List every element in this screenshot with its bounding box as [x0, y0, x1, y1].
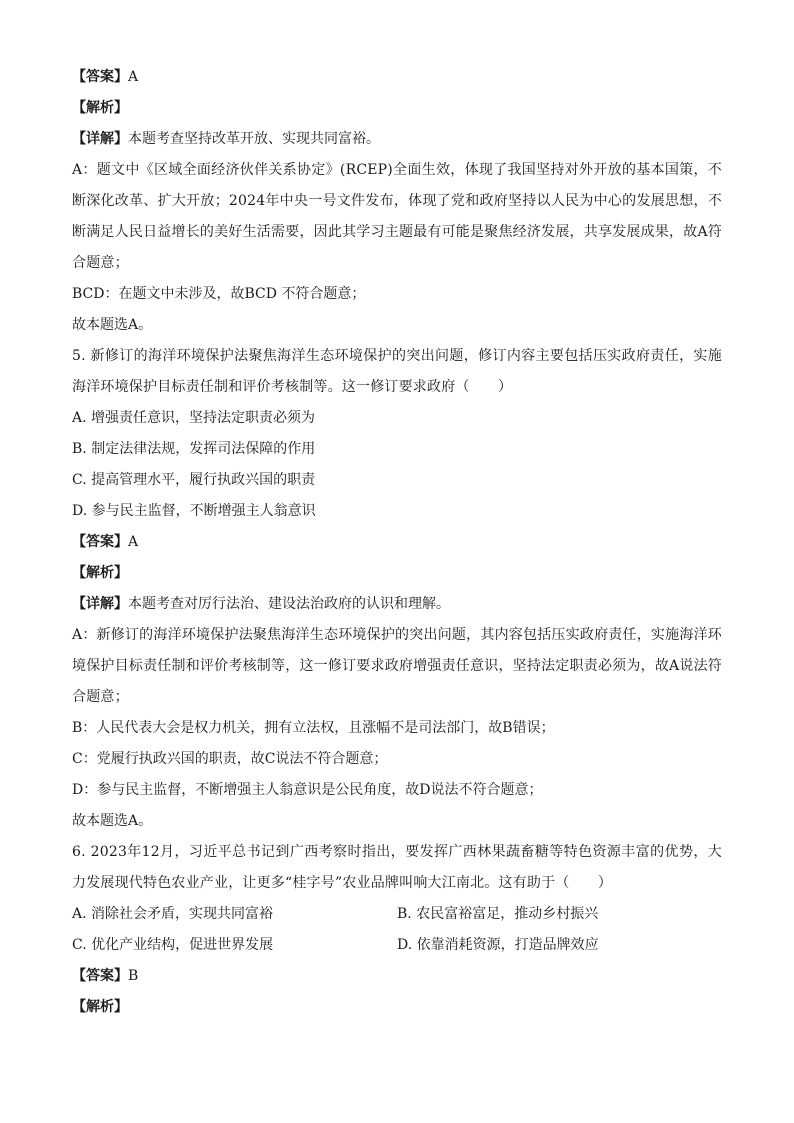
- q4-analysis: [72, 93, 722, 124]
- q5-answer: [72, 527, 722, 558]
- q4-a-explanation: A：题文中《区域全面经济伙伴关系协定》(RCEP)全面生效，体现了我国坚持对外开放的基本国策，不断深化改革、扩大开放；2024年中央一号文件发布，体现了党和政府坚持以人民为中心的发展思想，不断满足人民日益增长的美好生活需要，因此其学习主题最有可能是聚焦经济发展，共享发展成果，故A符合题意；: [72, 162, 722, 271]
- analysis-label: 【解析】: [72, 999, 128, 1015]
- q5-option-c: C. 提高管理水平，履行执政兴国的职责: [72, 472, 316, 488]
- q6-answer: [72, 961, 722, 992]
- q5-option-d: D. 参与民主监督，不断增强主人翁意识: [72, 503, 316, 519]
- q6-option-b: B. 农民富裕富足，推动乡村振兴: [397, 906, 599, 922]
- q6-option-c: C. 优化产业结构，促进世界发展: [72, 937, 274, 953]
- q4-conclusion: 故本题选A。: [72, 317, 153, 333]
- q4-answer: [72, 62, 722, 93]
- answer-value: B: [128, 968, 139, 984]
- answer-value: A: [128, 69, 139, 85]
- q5-conclusion: 故本题选A。: [72, 813, 153, 829]
- answer-label: 【答案】: [72, 69, 128, 85]
- answer-label: 【答案】: [72, 534, 128, 550]
- q4-detail: [72, 124, 722, 155]
- q5-stem: 5. 新修订的海洋环境保护法聚焦海洋生态环境保护的突出问题，修订内容主要包括压实政府责任，实施海洋环境保护目标责任制和评价考核制等。这一修订要求政府（ ）: [72, 348, 722, 395]
- q5-option-b: B. 制定法律法规，发挥司法保障的作用: [72, 441, 316, 457]
- q4-bcd-explanation: BCD：在题文中未涉及，故BCD 不符合题意；: [72, 286, 366, 302]
- q6-option-a: A. 消除社会矛盾，实现共同富裕: [72, 906, 274, 922]
- q5-analysis: [72, 558, 722, 589]
- document-page: [72, 62, 722, 1023]
- detail-text: 本题考查坚持改革开放、实现共同富裕。: [128, 131, 380, 147]
- detail-label: 【详解】: [72, 131, 128, 147]
- q5-a-explanation: A：新修订的海洋环境保护法聚焦海洋生态环境保护的突出问题，其内容包括压实政府责任，实施海洋环境保护目标责任制和评价考核制等，这一修订要求政府增强责任意识，坚持法定职责必须为，故A说法符合题意；: [72, 627, 722, 705]
- q5-option-a: A. 增强责任意识，坚持法定职责必须为: [72, 410, 316, 426]
- answer-label: 【答案】: [72, 968, 128, 984]
- q5-b-explanation: B：人民代表大会是权力机关，拥有立法权，且涨幅不是司法部门，故B错误；: [72, 720, 555, 736]
- q5-detail: [72, 589, 722, 620]
- detail-label: 【详解】: [72, 596, 128, 612]
- analysis-label: 【解析】: [72, 565, 128, 581]
- q6-option-d: D. 依靠消耗资源，打造品牌效应: [397, 937, 599, 953]
- detail-text: 本题考查对厉行法治、建设法治政府的认识和理解。: [128, 596, 450, 612]
- q6-options-row-1: [72, 899, 722, 930]
- answer-value: A: [128, 534, 139, 550]
- q5-c-explanation: C：党履行执政兴国的职责，故C说法不符合题意；: [72, 751, 388, 767]
- q6-options-row-2: [72, 930, 722, 961]
- q6-stem: 6. 2023年12月，习近平总书记到广西考察时指出，要发挥广西林果蔬畜糖等特色资源丰富的优势，大力发展现代特色农业产业，让更多“桂字号”农业品牌叫响大江南北。这有助于（ ）: [72, 844, 722, 891]
- q5-d-explanation: D：参与民主监督，不断增强主人翁意识是公民角度，故D说法不符合题意；: [72, 782, 543, 798]
- analysis-label: 【解析】: [72, 100, 128, 116]
- q6-analysis: [72, 992, 722, 1023]
